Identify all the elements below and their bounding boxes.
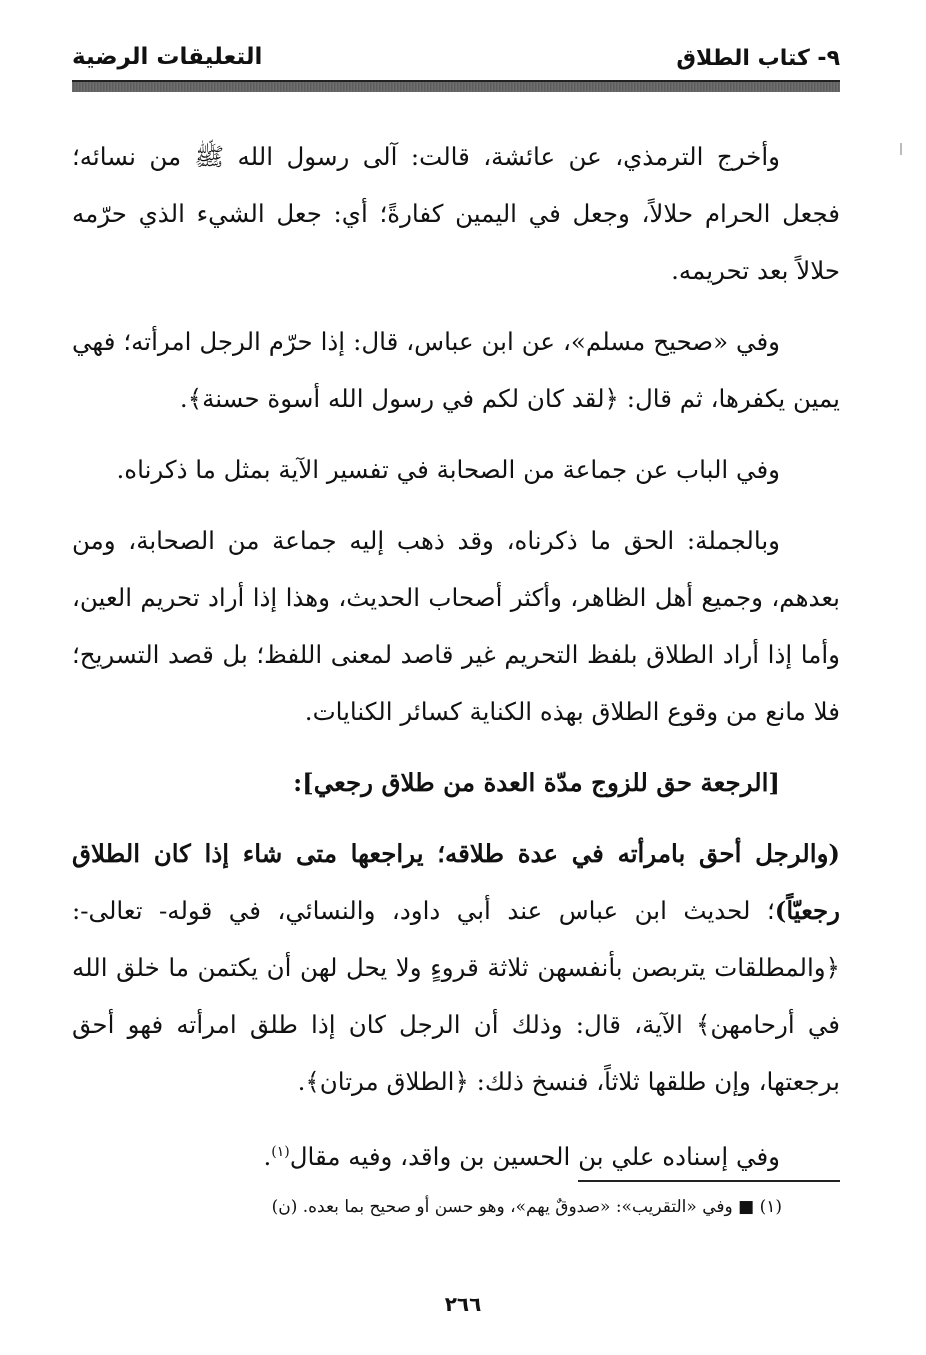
footnote-separator bbox=[578, 1180, 840, 1182]
page-number: ٢٦٦ bbox=[444, 1292, 482, 1316]
matn-text: (والرجل أحق بامرأته في عدة طلاقه؛ يراجعها متى شاء إذا كان الطلاق رجعيّاً) bbox=[72, 839, 840, 925]
paragraph-tirmidhi: وأخرج الترمذي، عن عائشة، قالت: آلى رسول الله ﷺ من نسائه؛ فجعل الحرام حلالاً، وجعل في اليمين كفارةً؛ أي: جعل الشيء الذي حرّمه حلالاً بعد تحريمه. bbox=[72, 142, 840, 285]
header-rule bbox=[72, 80, 840, 92]
running-header bbox=[72, 40, 840, 80]
chapter-title: ٩- كتاب الطلاق bbox=[676, 46, 840, 71]
margin-mark bbox=[900, 143, 902, 155]
paragraph-companions: وفي الباب عن جماعة من الصحابة في تفسير الآية بمثل ما ذكرناه. bbox=[116, 455, 780, 484]
footnote: (١) ■ وفي «التقريب»: «صدوقٌ يهم»، وهو حسن أو صحيح بما بعده. (ن) bbox=[271, 1197, 782, 1217]
footnote-ref: (١) bbox=[271, 1144, 290, 1160]
paragraph-matn bbox=[72, 825, 840, 1110]
paragraph-summary: وبالجملة: الحق ما ذكرناه، وقد ذهب إليه جماعة من الصحابة، ومن بعدهم، وجميع أهل الظاهر، وأكثر أصحاب الحديث، وهذا إذا أراد تحريم العين، وأما إذا أراد الطلاق بلفظ التحريم غير قاصد لمعنى اللفظ؛ بل قصد التسريح؛ فلا مانع من وقوع الطلاق بهذه الكناية كسائر الكنايات. bbox=[72, 526, 840, 726]
book-title: التعليقات الرضية bbox=[72, 44, 263, 70]
section-heading: [الرجعة حق للزوج مدّة العدة من طلاق رجعي]: bbox=[293, 768, 780, 797]
matn-commentary: ؛ لحديث ابن عباس عند أبي داود، والنسائي، في قوله- تعالى-: ﴿والمطلقات يتربصن بأنفسهن ثلاثة قروءٍ ولا يحل لهن أن يكتمن ما خلق الله في أرحامهن﴾ الآية، قال: وذلك أن الرجل كان إذا طلق امرأته فهو أحق برجعتها، وإن طلقها ثلاثاً، فنسخ ذلك: ﴿الطلاق مرتان﴾. bbox=[72, 896, 840, 1096]
paragraph-isnad bbox=[72, 1124, 840, 1185]
paragraph-muslim: وفي «صحيح مسلم»، عن ابن عباس، قال: إذا حرّم الرجل امرأته؛ فهي يمين يكفرها، ثم قال: ﴿لقد كان لكم في رسول الله أسوة حسنة﴾. bbox=[72, 327, 840, 413]
isnad-text: وفي إسناده علي بن الحسين بن واقد، وفيه مقال bbox=[289, 1142, 780, 1172]
isnad-end: . bbox=[263, 1142, 272, 1172]
main-text bbox=[72, 128, 840, 1199]
